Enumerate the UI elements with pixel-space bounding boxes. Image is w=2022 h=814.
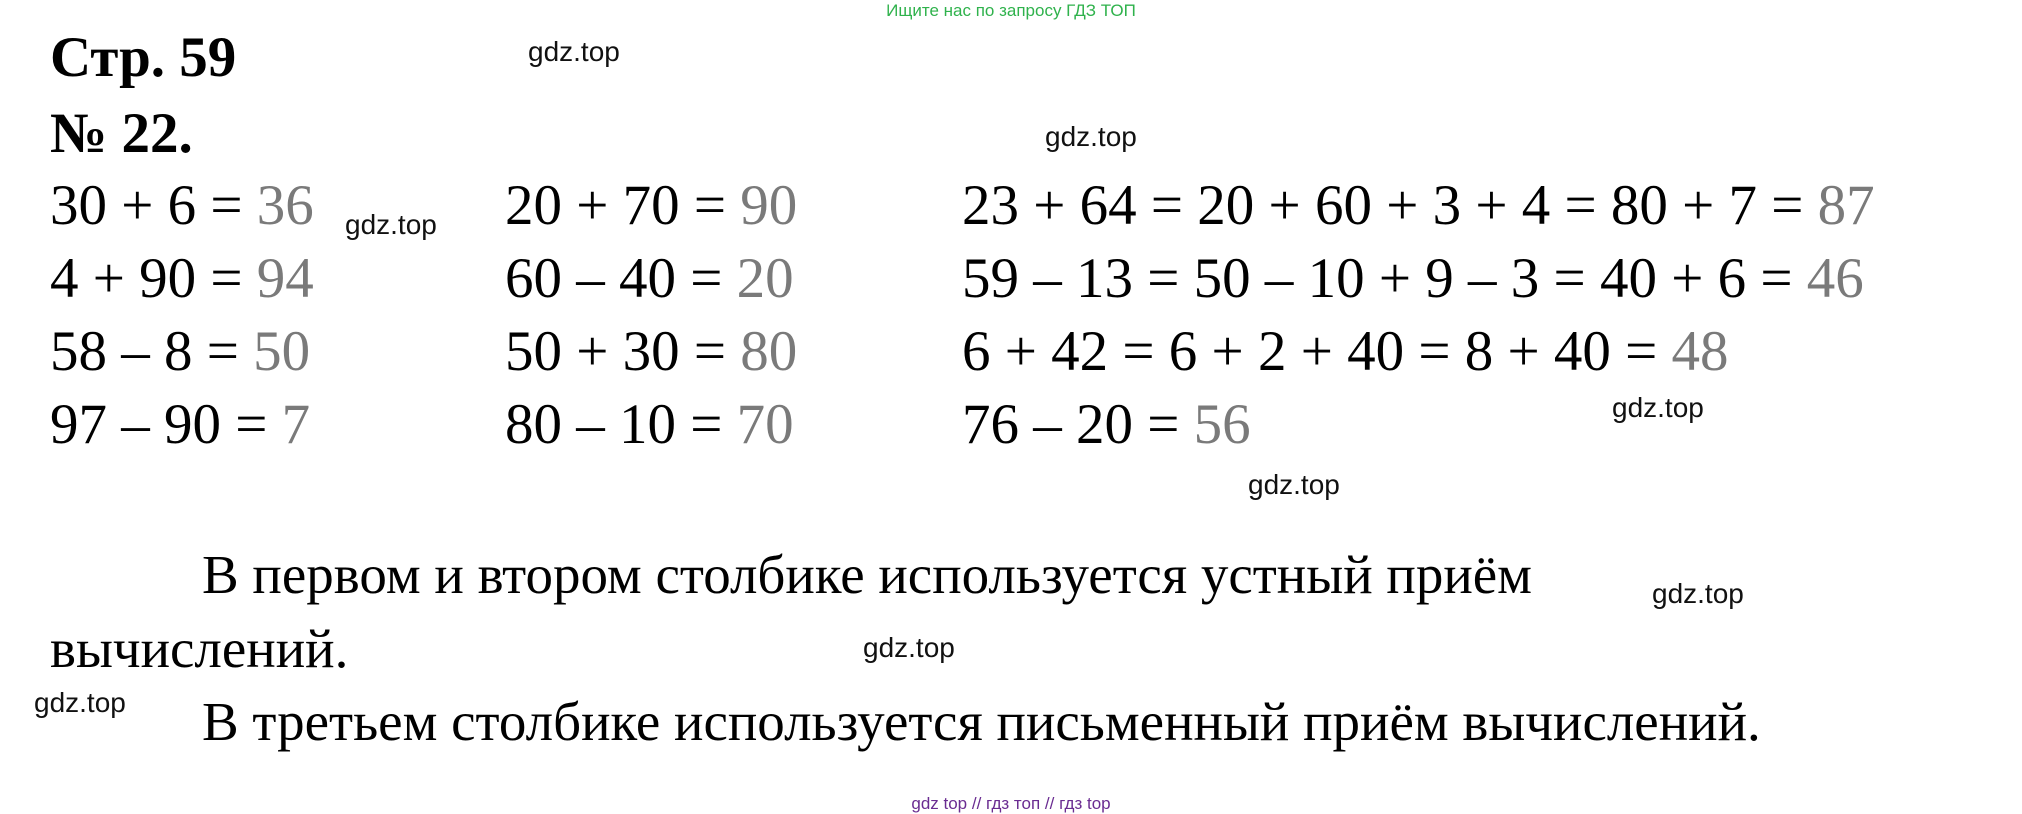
watermark: gdz.top [528, 36, 620, 67]
footer-text: гдз топ [986, 794, 1041, 813]
equation-expression: 30 + 6 = [50, 174, 257, 237]
equation-result: 7 [281, 393, 311, 456]
equation-expression: 59 – 13 = 50 – 10 + 9 – 3 = 40 + 6 = [962, 247, 1807, 310]
equation-result: 50 [253, 320, 311, 383]
equation-row [505, 319, 797, 385]
equation-row [962, 392, 1251, 458]
equation-result: 36 [256, 174, 314, 237]
watermark: gdz.top [345, 209, 437, 240]
equation-result: 20 [736, 247, 794, 310]
equation-row [505, 246, 794, 312]
watermark: gdz.top [34, 687, 126, 718]
equation-row [962, 319, 1729, 385]
watermark: gdz.top [1612, 392, 1704, 423]
footer-text: гдз top [1059, 794, 1111, 813]
footer-separator: // [971, 794, 982, 813]
equation-expression: 6 + 42 = 6 + 2 + 40 = 8 + 40 = [962, 320, 1672, 383]
equation-expression: 20 + 70 = [505, 174, 741, 237]
equation-row [50, 319, 310, 385]
equation-row [50, 173, 314, 239]
equation-expression: 80 – 10 = [505, 393, 737, 456]
equation-expression: 23 + 64 = 20 + 60 + 3 + 4 = 80 + 7 = [962, 174, 1818, 237]
watermark: gdz.top [1045, 121, 1137, 152]
equation-result: 56 [1193, 393, 1251, 456]
watermark: gdz.top [863, 632, 955, 663]
equation-row [505, 392, 794, 458]
equation-row [505, 173, 797, 239]
equation-expression: 4 + 90 = [50, 247, 257, 310]
equation-result: 48 [1671, 320, 1729, 383]
watermark: gdz.top [1248, 469, 1340, 500]
equation-result: 94 [256, 247, 314, 310]
equation-expression: 50 + 30 = [505, 320, 741, 383]
footer-separator: // [1044, 794, 1055, 813]
paragraph-2: В третьем столбике используется письменный приём вычислений. [202, 691, 1761, 752]
equation-expression: 58 – 8 = [50, 320, 254, 383]
equation-result: 80 [740, 320, 798, 383]
equation-expression: 97 – 90 = [50, 393, 282, 456]
equation-row [962, 173, 1875, 239]
equation-expression: 60 – 40 = [505, 247, 737, 310]
equation-result: 90 [740, 174, 798, 237]
equation-result: 87 [1817, 174, 1875, 237]
page-title: Стр. 59 [50, 26, 237, 89]
equation-result: 70 [736, 393, 794, 456]
footer-watermark [0, 794, 2022, 814]
equation-row [962, 246, 1864, 312]
equation-row [50, 392, 310, 458]
footer-text: gdz top [911, 794, 968, 813]
task-number: № 22. [50, 102, 193, 165]
paragraph-1-line-2: вычислений. [50, 618, 349, 679]
search-hint-banner: Ищите нас по запросу ГДЗ ТОП [886, 1, 1136, 20]
equation-row [50, 246, 314, 312]
equation-expression: 76 – 20 = [962, 393, 1194, 456]
watermark: gdz.top [1652, 578, 1744, 609]
paragraph-1-line-1: В первом и втором столбике используется устный приём [202, 544, 1532, 605]
equation-result: 46 [1806, 247, 1864, 310]
